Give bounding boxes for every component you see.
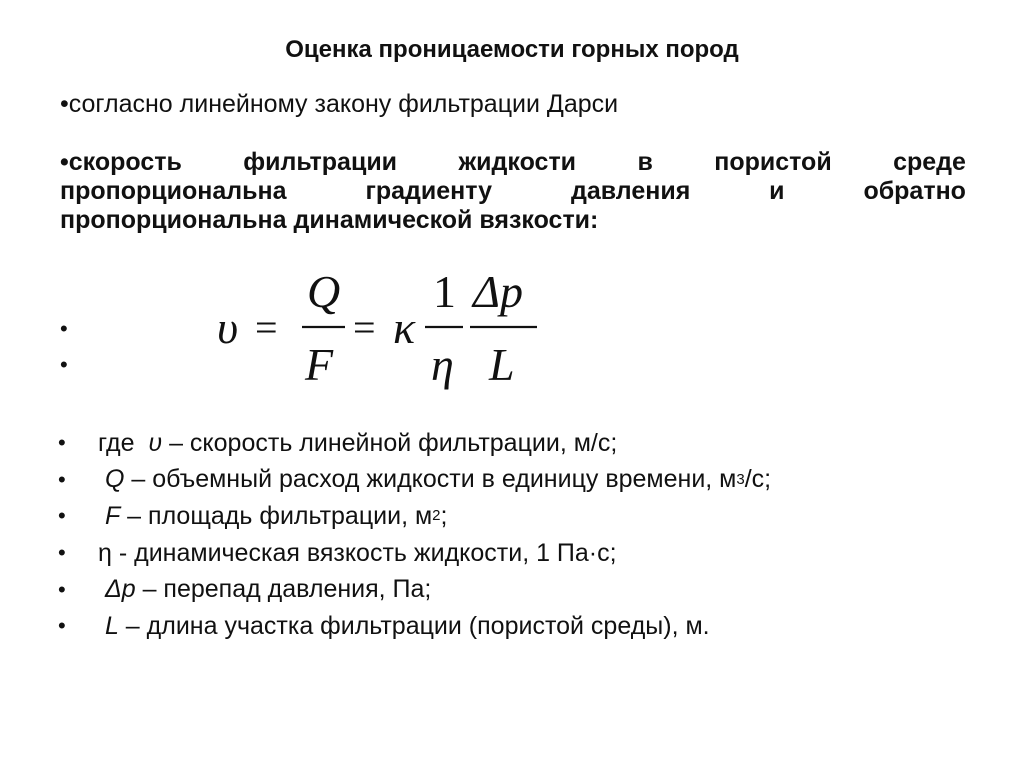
- statement-word: и: [769, 177, 785, 205]
- list-bullet: •: [58, 466, 66, 492]
- formula-area-symbol: F: [305, 339, 334, 390]
- statement-word: фильтрации: [243, 148, 398, 176]
- statement-word: среде: [893, 148, 966, 176]
- definition-suffix: ;: [440, 501, 448, 530]
- definition-text: – скорость линейной фильтрации, м/с;: [162, 428, 618, 457]
- definition-item: • F – площадь фильтрации, м 2 ;: [58, 501, 448, 530]
- formula-equals-sign-2: =: [353, 305, 376, 350]
- definition-text: – длина участка фильтрации (пористой среды), м.: [118, 611, 710, 640]
- definition-item: [58, 425, 771, 462]
- definition-symbol: F: [104, 501, 121, 530]
- list-bullet: •: [58, 503, 66, 529]
- definition-item: [58, 535, 771, 572]
- definition-suffix: /с;: [744, 465, 772, 494]
- definition-text: – перепад давления, Па;: [135, 575, 432, 604]
- statement-word: жидкости: [458, 148, 577, 176]
- statement-word: в: [637, 148, 653, 176]
- statement-paragraph: [60, 148, 966, 235]
- statement-word: пористой: [714, 148, 832, 176]
- definition-symbol: L: [104, 611, 119, 640]
- statement-word: обратно: [863, 177, 966, 205]
- statement-word: градиенту: [365, 177, 493, 205]
- formula-bullet-1: •: [60, 316, 68, 341]
- formula-one: 1: [433, 266, 456, 317]
- formula-length-symbol: L: [489, 339, 515, 390]
- definition-text: – объемный расход жидкости в единицу времени, м: [124, 465, 737, 494]
- intro-line: •согласно линейному закону фильтрации Дарси: [60, 90, 619, 118]
- definitions-list: [58, 425, 771, 645]
- statement-word: пропорциональна: [60, 177, 287, 205]
- definition-item: [58, 608, 771, 645]
- formula-flow-rate-symbol: Q: [307, 266, 341, 317]
- definition-symbol: Δр: [104, 575, 136, 604]
- definition-prefix: [98, 575, 105, 604]
- formula-bullet-2: •: [60, 352, 68, 377]
- statement-row-3: [60, 206, 966, 235]
- list-bullet: •: [58, 540, 66, 566]
- formula-viscosity-symbol: η: [431, 339, 454, 390]
- darcy-formula: [215, 265, 555, 395]
- statement-word: •скорость: [60, 148, 182, 176]
- definition-item: • Q – объемный расход жидкости в единицу времени, м 3 /с;: [58, 465, 772, 494]
- definition-symbol: υ: [148, 428, 163, 457]
- statement-row-2: [60, 177, 966, 206]
- list-bullet: •: [58, 613, 66, 639]
- formula-permeability-symbol: κ: [393, 302, 416, 353]
- statement-word: давления: [570, 177, 691, 205]
- definition-text: η - динамическая вязкость жидкости, 1 Па·с;: [98, 538, 617, 567]
- definition-item: [58, 571, 771, 608]
- list-bullet: •: [58, 576, 66, 602]
- formula-equals-sign: =: [255, 305, 278, 350]
- definition-prefix: [98, 502, 105, 531]
- definition-prefix: [98, 465, 105, 494]
- definition-prefix: [98, 612, 105, 641]
- statement-word: пропорциональна динамической вязкости:: [60, 206, 599, 234]
- slide-title: Оценка проницаемости горных пород: [285, 36, 739, 63]
- definition-text: – площадь фильтрации, м: [120, 501, 433, 530]
- formula-pressure-drop-symbol: Δp: [473, 266, 523, 317]
- definition-symbol: Q: [104, 465, 125, 494]
- list-bullet: •: [58, 430, 66, 456]
- statement-row-1: [60, 148, 966, 177]
- definition-prefix: где: [98, 428, 149, 457]
- formula-velocity-symbol: υ: [217, 302, 239, 353]
